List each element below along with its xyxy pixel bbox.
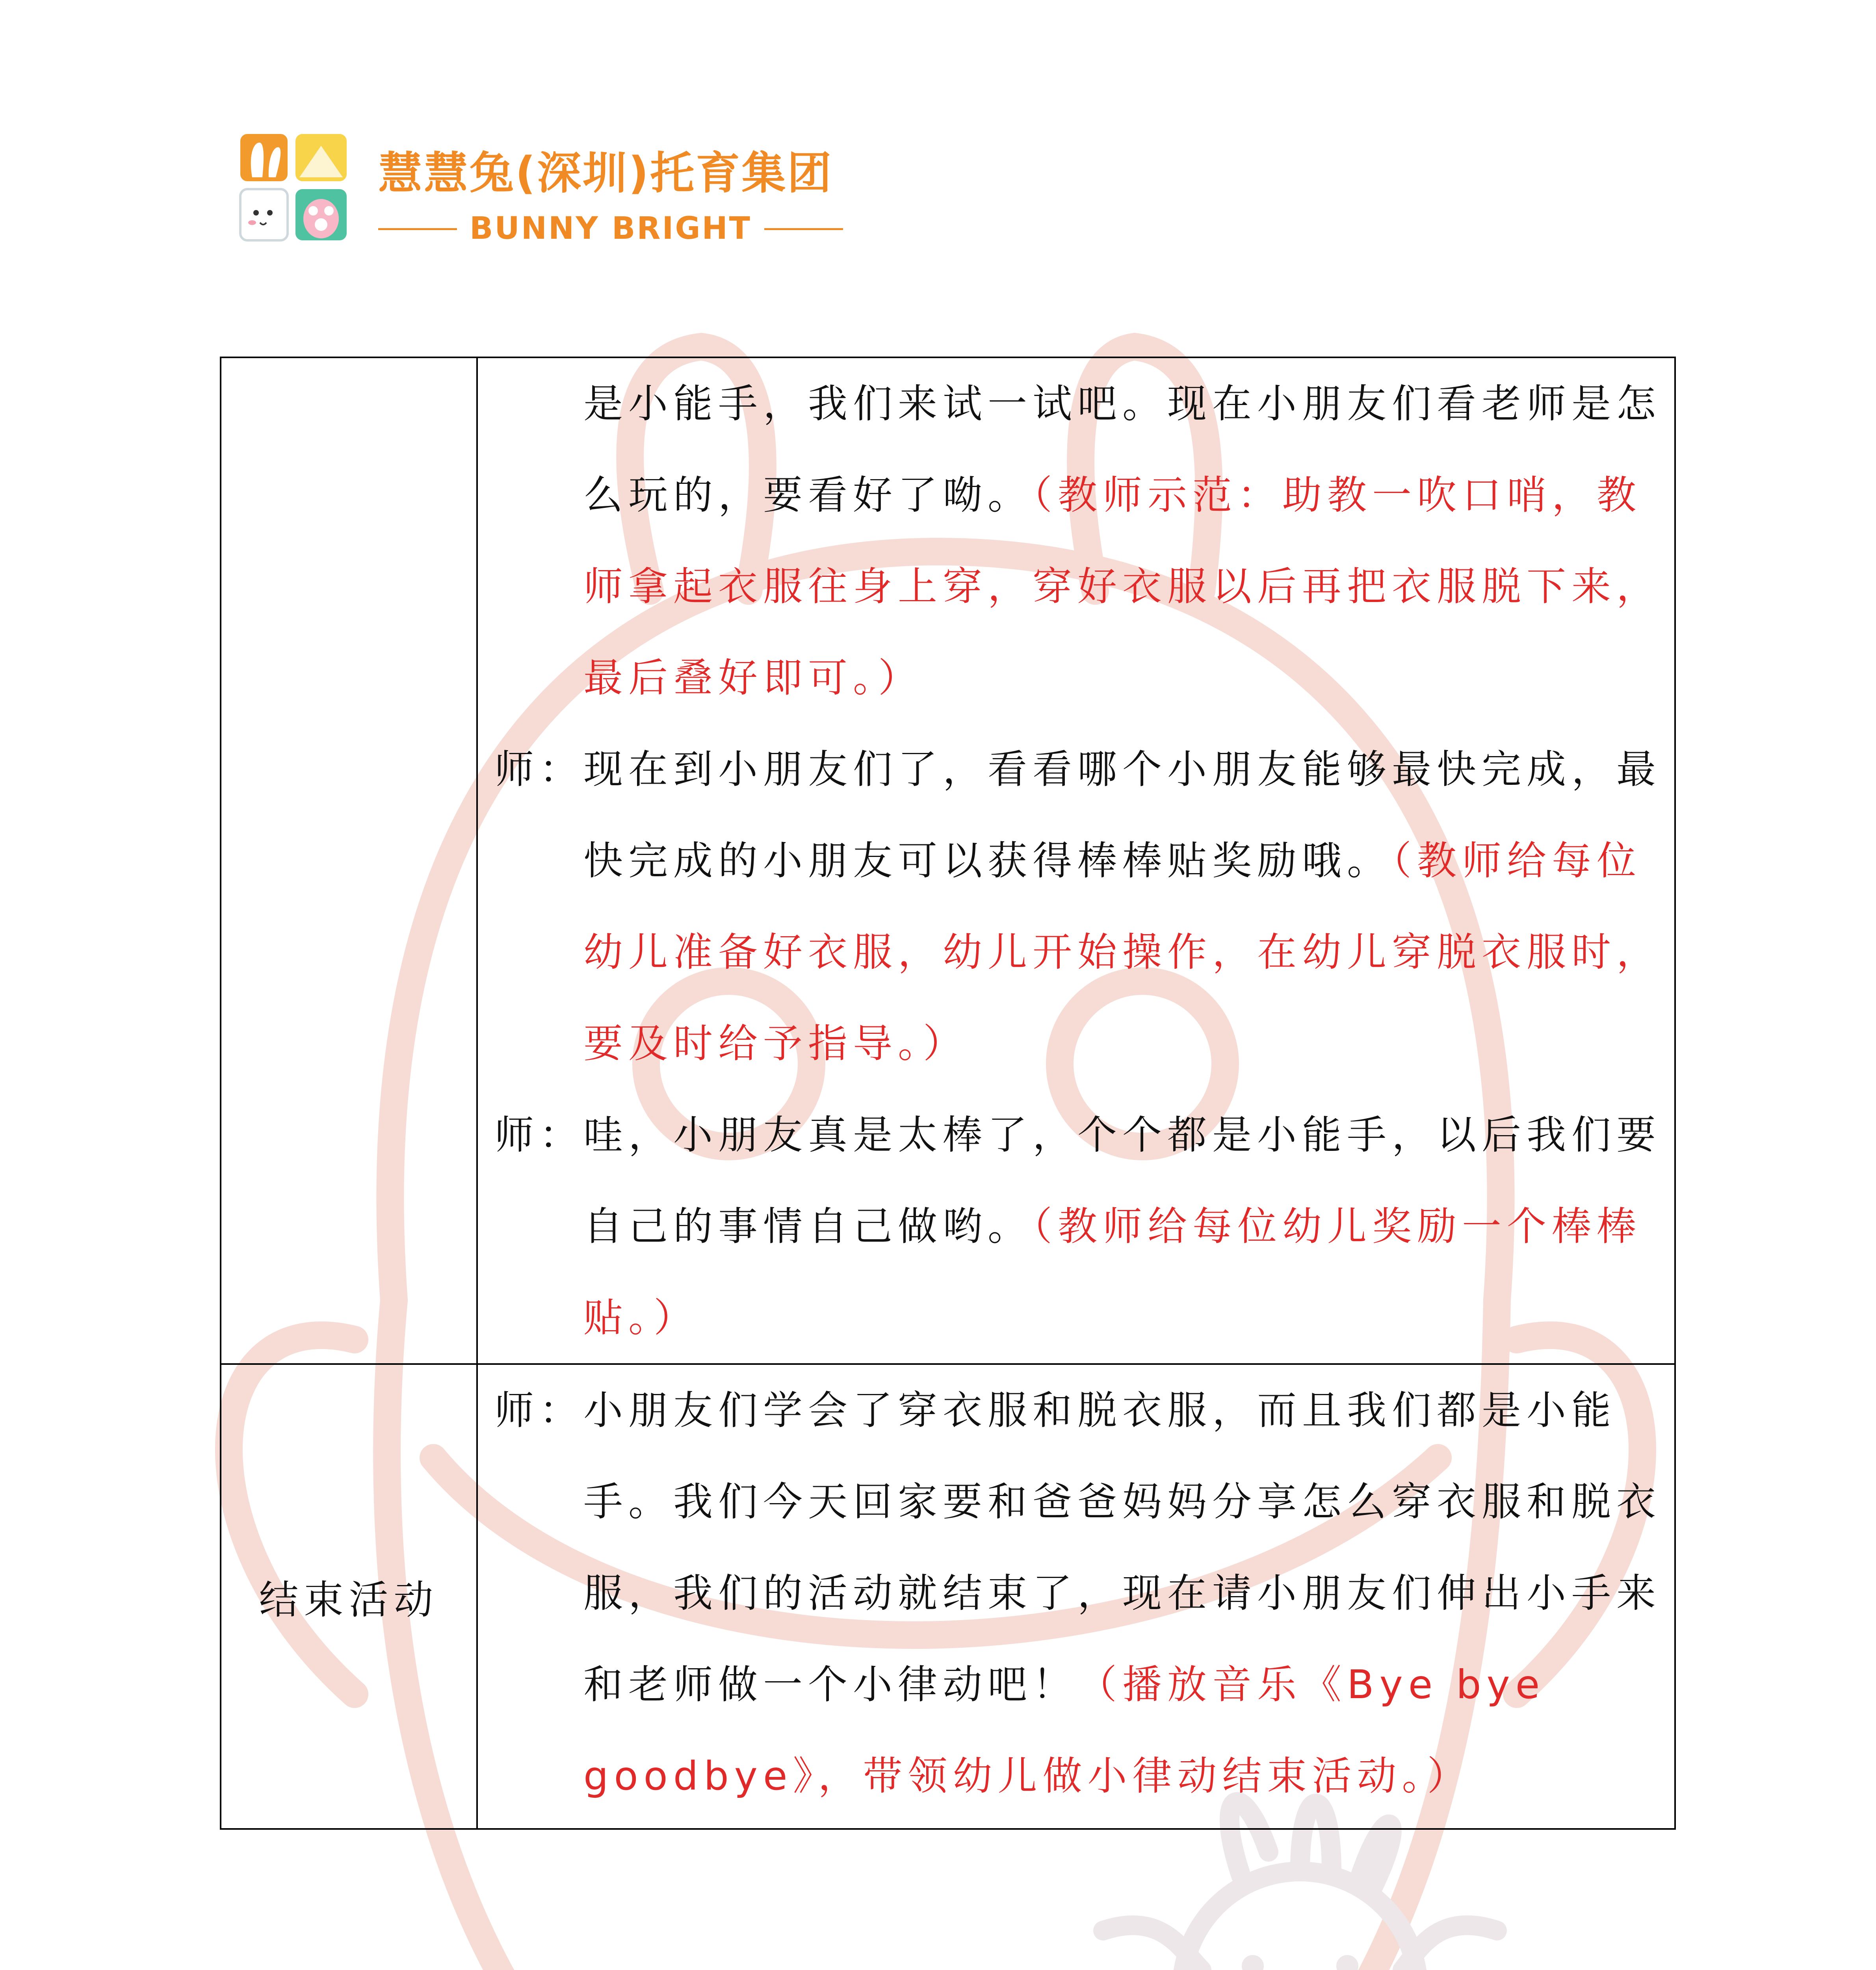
- logo-divider-right: [764, 228, 843, 230]
- speaker-label: 师：: [494, 1112, 584, 1158]
- teacher-line: 小朋友们学会了穿衣服和脱衣服，而且我们都是小能手。我们今天回家要和爸爸妈妈分享怎么穿衣服和脱衣服，我们的活动就结束了，现在请小朋友们伸出小手来和老师做一个小律动吧！: [583, 1387, 1661, 1708]
- speaker-label: 师：: [494, 746, 584, 792]
- paragraph-body: [583, 724, 1675, 1089]
- paragraph-body: [583, 1089, 1675, 1364]
- teacher-line: 是小能手，我们来试一试吧。现在小朋友们看老师是怎么玩的，要看好了呦。: [583, 381, 1661, 518]
- teaching-note: （播放音乐《Bye bye goodbye》，带领幼儿做小律动结束活动。）: [583, 1661, 1545, 1799]
- teaching-note: （教师给每位幼儿奖励一个棒棒贴。）: [583, 1203, 1642, 1341]
- company-english-name: BUNNY BRIGHT: [469, 211, 752, 246]
- activity-content-cell: [478, 1365, 1674, 1828]
- header-logo: [236, 130, 906, 260]
- stage-label-closing: 结束活动: [259, 1577, 439, 1623]
- teacher-line: 现在到小朋友们了，看看哪个小朋友能够最快完成，最快完成的小朋友可以获得棒棒贴奖励哦。: [583, 746, 1661, 884]
- paragraph-body: [583, 358, 1675, 724]
- content-paragraph: [494, 1089, 1674, 1364]
- logo-subtitle-row: [378, 211, 843, 246]
- teaching-note: （教师示范：助教一吹口哨，教师拿起衣服往身上穿，穿好衣服以后再把衣服脱下来，最后叠好即可。）: [583, 472, 1661, 701]
- lesson-table: [220, 357, 1676, 1830]
- content-paragraph: [494, 724, 1674, 1089]
- teacher-line: 哇，小朋友真是太棒了，个个都是小能手，以后我们要自己的事情自己做哟。: [583, 1112, 1661, 1249]
- activity-content-cell: [478, 358, 1674, 1363]
- paragraph-body: [583, 1365, 1675, 1822]
- speaker-label: 师：: [494, 1387, 584, 1433]
- teaching-note: （教师给每位幼儿准备好衣服，幼儿开始操作，在幼儿穿脱衣服时，要及时给予指导。）: [583, 838, 1661, 1067]
- content-paragraph: [494, 358, 1674, 724]
- company-name: 慧慧兔(深圳)托育集团: [378, 148, 833, 199]
- content-paragraph: [494, 1365, 1674, 1822]
- bunny-bright-logo-icon: [236, 130, 355, 248]
